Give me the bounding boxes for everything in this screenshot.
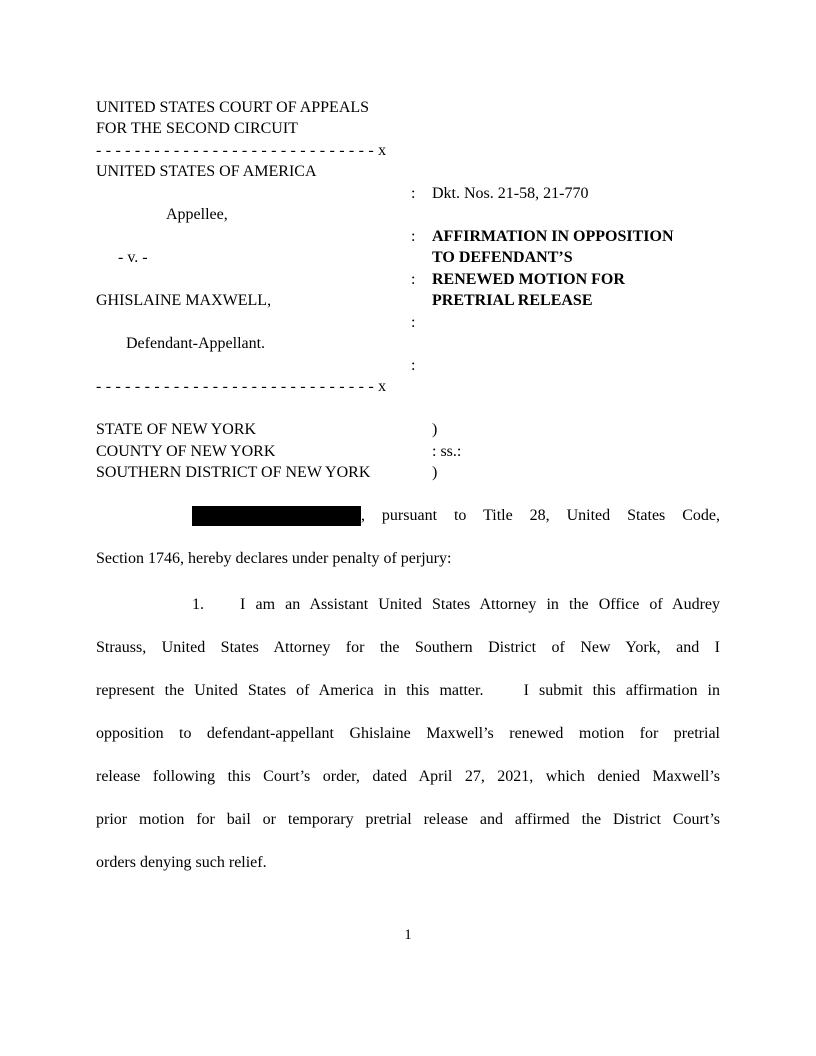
caption-rule-bottom: - - - - - - - - - - - - - - - - - - - - - - - - - - - - - x: [96, 378, 387, 395]
caption-colon: :: [411, 314, 416, 331]
caption-rule-top: - - - - - - - - - - - - - - - - - - - - - - - - - - - - - x: [96, 142, 387, 159]
paragraph-line: orders denying such relief.: [96, 854, 267, 871]
document-title-line1: AFFIRMATION IN OPPOSITION: [432, 228, 674, 245]
venue-state: STATE OF NEW YORK: [96, 421, 257, 438]
versus: - v. -: [118, 249, 148, 266]
paragraph-line: release following this Court’s order, dated April 27, 2021, which denied Maxwell’s: [96, 768, 720, 785]
party-plaintiff-role: Appellee,: [166, 206, 228, 223]
intro-line2: Section 1746, hereby declares under penalty of perjury:: [96, 550, 452, 567]
party-defendant: GHISLAINE MAXWELL,: [96, 292, 272, 309]
court-name-line1: UNITED STATES COURT OF APPEALS: [96, 99, 370, 116]
venue-county: COUNTY OF NEW YORK: [96, 443, 276, 460]
party-plaintiff: UNITED STATES OF AMERICA: [96, 163, 317, 180]
paragraph-line: I am an Assistant United States Attorney in the Office of Audrey: [240, 596, 720, 613]
paragraph-number: 1.: [192, 596, 204, 613]
caption-colon: :: [411, 228, 416, 245]
caption-colon: :: [411, 271, 416, 288]
venue-district: SOUTHERN DISTRICT OF NEW YORK: [96, 464, 371, 481]
caption-colon: :: [411, 185, 416, 202]
paragraph-line: prior motion for bail or temporary pretrial release and affirmed the District Court’s: [96, 811, 720, 828]
intro-line1: , pursuant to Title 28, United States Code,: [361, 507, 720, 524]
document-title-line3: RENEWED MOTION FOR: [432, 271, 625, 288]
docket-number: Dkt. Nos. 21-58, 21-770: [432, 185, 589, 202]
caption-colon: :: [411, 357, 416, 374]
venue-paren-close: ): [432, 464, 438, 481]
paragraph-line: represent the United States of America in this matter. I submit this affirmation in: [96, 682, 720, 699]
paragraph-line: opposition to defendant-appellant Ghislaine Maxwell’s renewed motion for pretrial: [96, 725, 720, 742]
redaction-bar: [192, 506, 361, 526]
venue-paren-open: ): [432, 421, 438, 438]
page-number: 1: [404, 927, 412, 943]
document-title-line4: PRETRIAL RELEASE: [432, 292, 593, 309]
party-defendant-role: Defendant-Appellant.: [126, 335, 266, 352]
court-name-line2: FOR THE SECOND CIRCUIT: [96, 120, 298, 137]
venue-ss: : ss.:: [432, 443, 462, 460]
paragraph-line: Strauss, United States Attorney for the Southern District of New York, and I: [96, 639, 720, 656]
document-title-line2: TO DEFENDANT’S: [432, 249, 573, 266]
